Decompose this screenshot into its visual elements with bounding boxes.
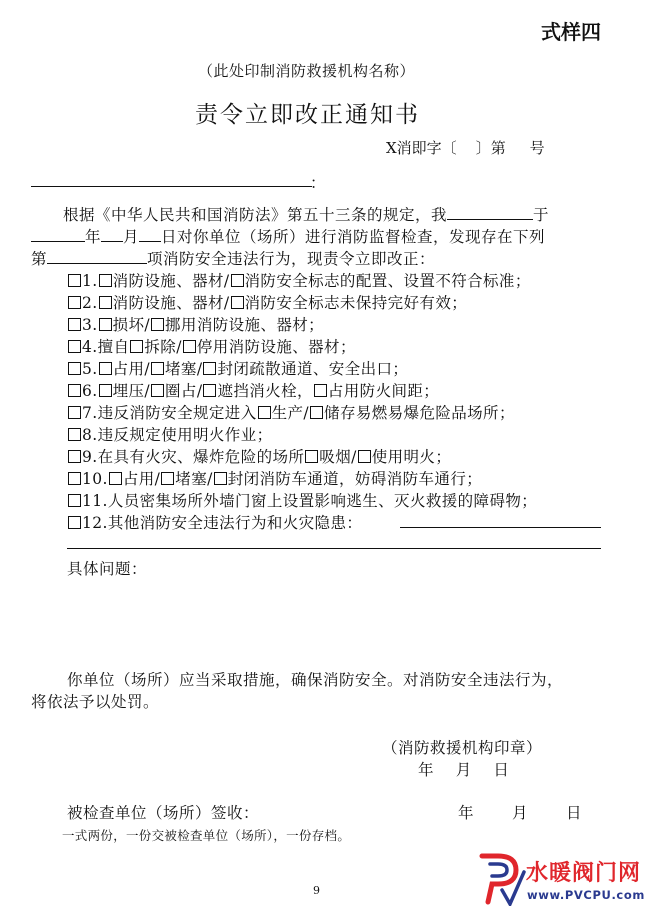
checkbox[interactable] <box>99 318 112 331</box>
checkbox[interactable] <box>310 406 323 419</box>
checkbox[interactable] <box>183 340 196 353</box>
item-text: 其他消防安全违法行为和火灾隐患： <box>107 514 363 532</box>
checkbox[interactable] <box>203 362 216 375</box>
item-number: 8. <box>82 426 98 444</box>
closing-line-1: 你单位（场所）应当采取措施，确保消防安全。对消防安全违法行为， <box>67 671 564 689</box>
checkbox[interactable] <box>258 406 271 419</box>
item-text: 挪用消防设施、器材； <box>165 316 325 334</box>
list-item <box>67 467 482 489</box>
item-text: 使用明火； <box>371 448 452 466</box>
checkbox[interactable] <box>231 274 244 287</box>
item-text: 消防设施、器材/ <box>112 272 230 290</box>
item-text: 占用防火间距； <box>327 382 440 400</box>
item-number: 11. <box>82 492 108 510</box>
item-text: 擅自 <box>97 338 130 356</box>
item-text: 堵塞/ <box>175 470 213 488</box>
document-title: 责令立即改正通知书 <box>195 102 420 128</box>
item-number: 1. <box>82 272 98 290</box>
checkbox[interactable] <box>99 296 112 309</box>
item-text: 占用/ <box>122 470 161 488</box>
closing-line-2: 将依法予以处罚。 <box>31 693 160 711</box>
checkbox[interactable] <box>358 450 371 463</box>
month-label: 月 <box>123 228 140 246</box>
checkbox[interactable] <box>130 340 143 353</box>
recipient-blank[interactable] <box>31 186 312 187</box>
item-text: 损坏/ <box>112 316 151 334</box>
checkbox[interactable] <box>231 296 244 309</box>
checkbox[interactable] <box>109 472 122 485</box>
list-item <box>67 423 273 445</box>
checkbox[interactable] <box>68 472 81 485</box>
checkbox[interactable] <box>68 296 81 309</box>
seal-date: 年 月 日 <box>418 761 510 779</box>
item-number: 10. <box>82 470 108 488</box>
authority-blank[interactable] <box>447 204 533 220</box>
item-number: 6. <box>82 382 98 400</box>
seal-label: （消防救援机构印章） <box>382 739 543 757</box>
other-hazards-blank[interactable] <box>400 527 601 528</box>
document-number: X消即字〔 〕第 号 <box>386 139 545 157</box>
item-text: 埋压/ <box>112 382 151 400</box>
watermark-url: www.PVCPU.com <box>527 888 645 902</box>
year-label: 年 <box>85 228 102 246</box>
item-text: 在具有火灾、爆炸危险的场所 <box>97 448 305 466</box>
item-text: 消防安全标志的配置、设置不符合标准； <box>244 272 531 290</box>
checkbox[interactable] <box>99 384 112 397</box>
checkbox[interactable] <box>68 340 81 353</box>
item-text: 封闭消防车通道，妨碍消防车通行； <box>227 470 483 488</box>
item-text: 生产/ <box>271 404 310 422</box>
checkbox[interactable] <box>314 384 327 397</box>
body-text: 根据《中华人民共和国消防法》第五十三条的规定，我 <box>63 206 448 224</box>
style-tag: 式样四 <box>541 20 601 44</box>
checkbox[interactable] <box>151 384 164 397</box>
item-text: 消防设施、器材/ <box>112 294 230 312</box>
item-number: 3. <box>82 316 98 334</box>
item-number: 4. <box>82 338 98 356</box>
org-name-placeholder: （此处印制消防救援机构名称） <box>198 62 416 80</box>
checkbox[interactable] <box>68 318 81 331</box>
checkbox[interactable] <box>203 384 216 397</box>
pv-logo-icon <box>474 850 526 906</box>
body-line-1 <box>63 203 549 225</box>
item-text: 封闭疏散通道、安全出口； <box>217 360 409 378</box>
item-text: 消防安全标志未保持完好有效； <box>244 294 468 312</box>
item-number: 9. <box>82 448 98 466</box>
checkbox[interactable] <box>68 450 81 463</box>
body-line-3 <box>31 247 435 269</box>
item-text: 拆除/ <box>144 338 182 356</box>
list-item <box>67 357 408 379</box>
body-text: 日对你单位（场所）进行消防监督检查，发现存在下列 <box>161 228 546 246</box>
checkbox[interactable] <box>151 362 164 375</box>
item-text: 堵塞/ <box>165 360 203 378</box>
checkbox[interactable] <box>68 384 81 397</box>
checkbox[interactable] <box>99 362 112 375</box>
year-blank[interactable] <box>31 226 85 242</box>
list-item <box>67 269 531 291</box>
item-text: 圈占/ <box>165 382 203 400</box>
checkbox[interactable] <box>99 274 112 287</box>
body-text: 第 <box>31 250 48 268</box>
item-text: 人员密集场所外墙门窗上设置影响逃生、灭火救援的障碍物； <box>107 492 538 510</box>
checkbox[interactable] <box>68 516 81 529</box>
item-text: 违反消防安全规定进入 <box>97 404 257 422</box>
checkbox[interactable] <box>214 472 227 485</box>
item-number: 5. <box>82 360 98 378</box>
checkbox[interactable] <box>151 318 164 331</box>
list-item <box>67 313 324 335</box>
checkbox[interactable] <box>68 494 81 507</box>
body-line-2 <box>31 225 545 247</box>
page-number: 9 <box>313 884 320 897</box>
day-blank[interactable] <box>139 226 161 242</box>
item-text: 储存易燃易爆危险品场所； <box>324 404 515 422</box>
checkbox[interactable] <box>68 428 81 441</box>
item-text: 遮挡消火栓， <box>217 382 313 400</box>
body-text: 于 <box>533 206 550 224</box>
item-text: 吸烟/ <box>319 448 357 466</box>
list-item <box>67 291 467 313</box>
watermark-title: 水暖阀门网 <box>526 861 642 886</box>
item-number: 2. <box>82 294 98 312</box>
month-blank[interactable] <box>101 226 123 242</box>
list-item <box>67 379 439 401</box>
item-number: 7. <box>82 404 98 422</box>
item-numbers-blank[interactable] <box>47 248 147 264</box>
item-text: 占用/ <box>112 360 151 378</box>
body-text: 项消防安全违法行为，现责令立即改正： <box>147 250 436 268</box>
checkbox[interactable] <box>68 406 81 419</box>
other-hazards-blank-line2[interactable] <box>67 548 601 549</box>
receipt-date: 年 月 日 <box>458 804 582 822</box>
footnote: 一式两份，一份交被检查单位（场所），一份存档。 <box>62 828 351 843</box>
list-item <box>67 335 356 357</box>
list-item <box>67 401 515 423</box>
list-item <box>67 445 451 467</box>
specific-issue-area[interactable] <box>67 580 601 660</box>
item-text: 停用消防设施、器材； <box>196 338 356 356</box>
item-number: 12. <box>82 514 108 532</box>
checkbox[interactable] <box>68 274 81 287</box>
checkbox[interactable] <box>68 362 81 375</box>
item-text: 违反规定使用明火作业； <box>97 426 273 444</box>
list-item <box>67 489 537 511</box>
recipient-colon: ： <box>310 174 327 192</box>
checkbox[interactable] <box>305 450 318 463</box>
checkbox[interactable] <box>161 472 174 485</box>
watermark-logo <box>474 850 645 908</box>
receipt-label: 被检查单位（场所）签收： <box>67 804 260 822</box>
list-item <box>67 511 362 533</box>
specific-issue-label: 具体问题： <box>67 560 148 578</box>
